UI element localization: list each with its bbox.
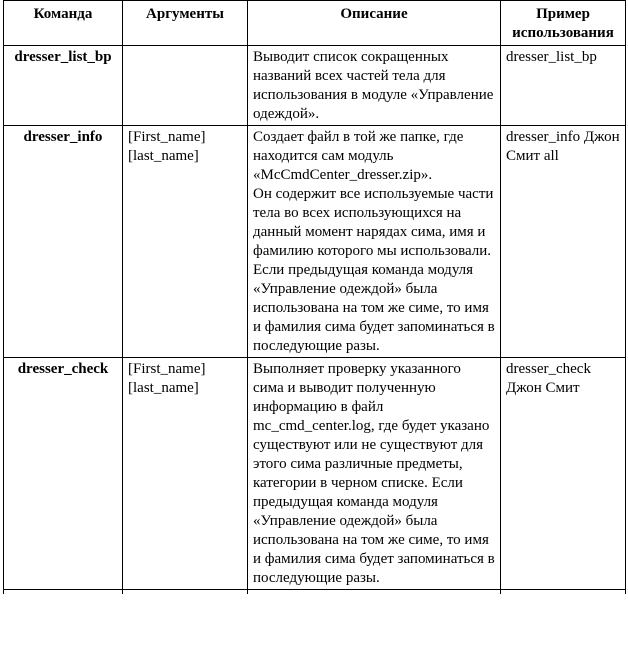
description-paragraph: Если предыдущая команда модуля «Управление одеждой» была использована на том же симе, то имя и фамилия сима будет запоминаться в последующие разы. bbox=[253, 262, 495, 354]
command-cell: dresser_check bbox=[4, 358, 123, 590]
header-description: Описание bbox=[248, 1, 501, 46]
header-example: Пример использования bbox=[501, 1, 626, 46]
command-cell: dresser_list_bp bbox=[4, 46, 123, 126]
table-row bbox=[4, 46, 626, 126]
header-command: Команда bbox=[4, 1, 123, 46]
table-row bbox=[4, 126, 626, 358]
arguments-cell: [First_name] [last_name] bbox=[123, 358, 248, 590]
example-cell: dresser_check Джон Смит bbox=[501, 358, 626, 590]
commands-table bbox=[3, 0, 626, 594]
table-continuation-row bbox=[4, 590, 626, 595]
description-paragraph: Создает файл в той же папке, где находится сам модуль «McCmdCenter_dresser.zip». bbox=[253, 129, 464, 183]
description-cell bbox=[248, 358, 501, 590]
command-cell: dresser_info bbox=[4, 126, 123, 358]
description-cell bbox=[248, 46, 501, 126]
header-arguments: Аргументы bbox=[123, 1, 248, 46]
table-row bbox=[4, 358, 626, 590]
example-cell: dresser_info Джон Смит all bbox=[501, 126, 626, 358]
header-row bbox=[4, 1, 626, 46]
arguments-cell bbox=[123, 46, 248, 126]
description-paragraph: Он содержит все используемые части тела во всех использующихся на данный момент нарядах сима, имя и фамилию которого мы использовали. bbox=[253, 186, 494, 259]
description-paragraph: Выводит список сокращенных названий всех частей тела для использования в модуле «Управление одеждой». bbox=[253, 49, 494, 122]
arguments-cell: [First_name] [last_name] bbox=[123, 126, 248, 358]
description-paragraph: Выполняет проверку указанного сима и выводит полученную информацию в файл mc_cmd_center.log, где будет указано существуют или не существуют для этого сима различные предметы, категории в черном списке. Если предыдущая команда модуля «Управление одеждой» была использована на том же симе, то имя и фамилия сима будет запоминаться в последующие разы. bbox=[253, 361, 495, 586]
description-cell bbox=[248, 126, 501, 358]
example-cell: dresser_list_bp bbox=[501, 46, 626, 126]
